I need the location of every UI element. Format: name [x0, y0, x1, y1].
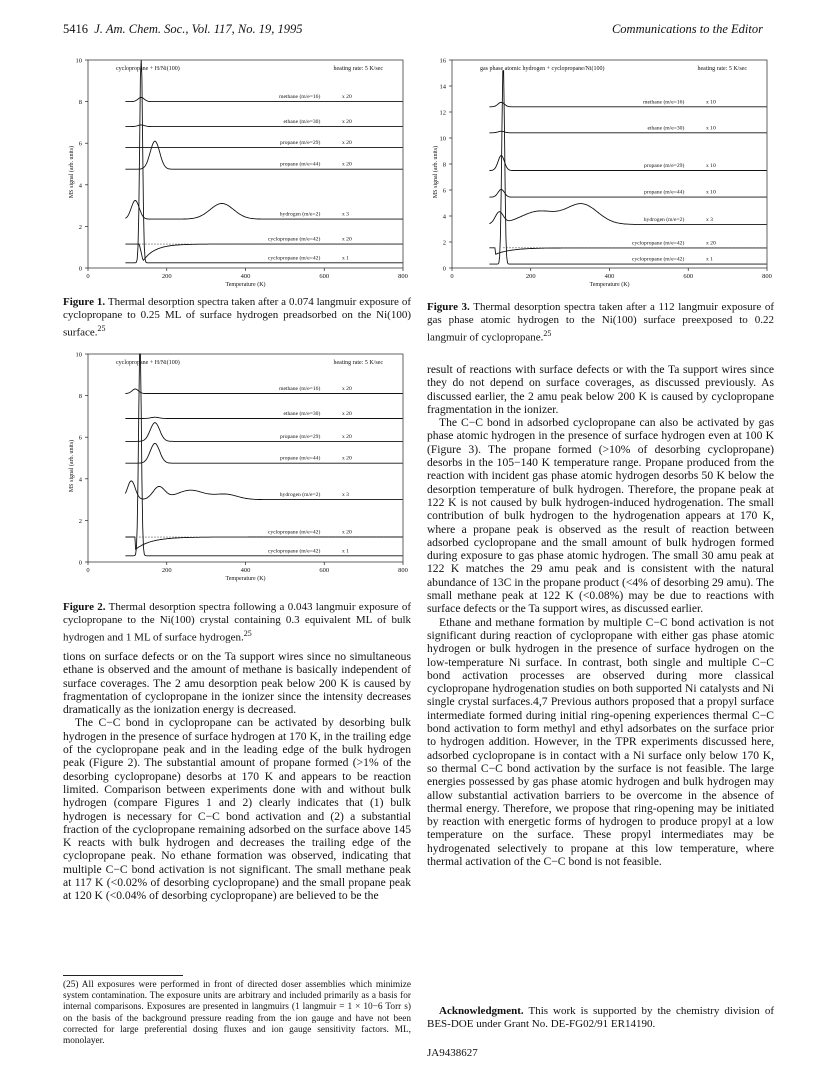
y-axis-label: MS signal (arb. units) [69, 439, 75, 493]
y-tick-label: 4 [442, 213, 446, 221]
trace-label: propane (m/e=29) [644, 163, 685, 169]
footnote-text: (25) All exposures were performed in front of directed doser assemblies which minimize system contamination. The exposure units are arbitrary and included primarily as a basis for internal comparisons. Exposures are presented in langmuirs (1 langmuir = 1 × 10−6 Torr s) on the basis of the background pressure reading from the ion gauge and have not been corrected for large preferential dosing fluxes and ion gauge sensitivity factors. ML, monolayer. [63, 980, 411, 1047]
journal-citation: J. Am. Chem. Soc., Vol. 117, No. 19, 1995 [94, 22, 303, 36]
trace-label: ethane (m/e=30) [283, 410, 321, 417]
trace-line [125, 481, 402, 500]
x-tick-label: 200 [161, 567, 172, 574]
x-tick-label: 0 [450, 273, 454, 280]
heating-rate-label: heating rate: 5 K/sec [697, 66, 747, 72]
figure-3-chart [427, 52, 774, 288]
x-axis-label: Temperature (K) [225, 282, 266, 288]
footnote-25 [63, 980, 411, 1047]
trace-scale: x 20 [341, 119, 352, 126]
y-tick-label: 2 [78, 517, 82, 525]
trace-label: propane (m/e=29) [280, 433, 321, 440]
x-tick-label: 600 [683, 273, 694, 280]
y-tick-label: 8 [78, 99, 82, 107]
trace-scale: x 20 [341, 386, 352, 393]
running-header-left [63, 22, 302, 37]
y-tick-label: 6 [78, 434, 82, 442]
figure-1-label: Figure 1. [63, 296, 106, 308]
acknowledgment-label: Acknowledgment. [439, 1005, 524, 1017]
right-column-text [427, 363, 774, 868]
tpd-chart-svg [63, 52, 411, 288]
page-number: 5416 [63, 22, 88, 36]
figure-3-caption [427, 301, 774, 345]
trace-scale: x 3 [705, 216, 713, 223]
trace-label: propane (m/e=44) [644, 189, 685, 196]
chart-title: cyclopropane + H/Ni(100) [116, 360, 180, 366]
x-tick-label: 400 [604, 273, 615, 280]
trace-line [125, 201, 402, 220]
y-tick-label: 8 [78, 393, 82, 401]
trace-scale: x 1 [705, 256, 713, 263]
trace-line [489, 156, 766, 171]
trace-label: methane (m/e=16) [279, 386, 321, 393]
trace-label: hydrogen (m/e=2) [279, 211, 321, 218]
y-tick-label: 14 [439, 83, 446, 91]
acknowledgment-text: This work is supported by the chemistry division of BES-DOE under Grant No. DE-FG02/91 ER14190. [427, 1005, 774, 1030]
x-tick-label: 600 [319, 567, 330, 574]
trace-line [125, 537, 402, 549]
y-tick-label: 6 [442, 187, 446, 195]
trace-label: methane (m/e=16) [279, 94, 321, 101]
x-tick-label: 0 [86, 273, 90, 280]
trace-line [489, 131, 766, 133]
trace-scale: x 20 [341, 139, 352, 146]
body-paragraph: Ethane and methane formation by multiple C−C bond activation is not significant during reaction of cyclopropane with either gas phase atomic hydrogen or bulk hydrogen in the presence of surface hydrogen on the low-temperature Ni surface. In contrast, both single and multiple C−C bond activation processes are observed during more classical cyclopropane hydrogenation studies on both supported Ni catalysts and Ni single crystal surfaces.4,7 Previous authors proposed that a propyl surface intermediate formed during initial ring-opening experiences thermal C−C bond activation to form methyl and ethyl adsorbates on the surface prior to hydrogen addition. However, in the TPR experiments discussed here, adsorbed cyclopropane is in contact with a Ni surface only below 170 K, so thermal C−C bond activation by the surface is not feasible. The large energies possessed by gas phase atomic hydrogen and bulk hydrogen may allow substantial activation barriers to be overcome in the absence of thermal energy. Therefore, we propose that ring-opening may be initiated by reaction with energetic forms of hydrogen to produce propyl at a low temperature on the surface. These propyl intermediates may be hydrogenated selectively to propane at this low temperature, where thermal activation of the C−C bond is not feasible. [427, 615, 774, 868]
plot-frame [88, 354, 403, 562]
trace-line [489, 204, 766, 225]
chart-title: cyclopropane + H/Ni(100) [116, 66, 180, 72]
figure-3-label: Figure 3. [427, 301, 470, 313]
acknowledgment [427, 1005, 774, 1031]
trace-line [125, 389, 402, 394]
figure-1-chart [63, 52, 411, 288]
y-tick-label: 8 [442, 161, 446, 169]
heating-rate-label: heating rate: 5 K/sec [333, 360, 383, 366]
trace-line [489, 189, 766, 197]
trace-line [125, 417, 402, 418]
body-paragraph: result of reactions with surface defects or with the Ta support wires since they do not depend on surface coverages, as discussed previously. As discussed earlier, the 2 amu peak below 200 K is caused by cyclopropane fragmentation in the ionizer. [427, 363, 774, 416]
plot-frame [452, 60, 767, 268]
x-tick-label: 400 [240, 273, 251, 280]
figure-2-chart [63, 346, 411, 582]
y-axis-label: MS signal (arb. units) [69, 145, 75, 199]
x-tick-label: 200 [525, 273, 536, 280]
y-tick-label: 2 [78, 223, 82, 231]
trace-line [125, 60, 402, 263]
figure-2-caption [63, 601, 411, 645]
figure-3-caption-ref: 25 [543, 329, 552, 338]
figure-2-caption-text: Thermal desorption spectra following a 0.043 langmuir exposure of cyclopropane to the Ni(100) crystal containing 0.3 equivalent ML of bulk hydrogen and 1 ML of surface hydrogen. [63, 601, 411, 644]
trace-label: propane (m/e=44) [280, 455, 321, 462]
trace-scale: x 20 [341, 161, 352, 168]
figure-1-caption [63, 296, 411, 340]
figure-2-label: Figure 2. [63, 601, 106, 613]
x-tick-label: 600 [319, 273, 330, 280]
y-tick-label: 10 [75, 57, 82, 65]
trace-line [125, 244, 402, 260]
body-paragraph: The C−C bond in adsorbed cyclopropane can also be activated by gas phase atomic hydrogen in the presence of surface hydrogen even at 100 K (Figure 3). The propane formed (>10% of desorbing cyclopropane) desorbs in the 105−140 K temperature range. Propane produced from the reaction with incident gas phase atomic hydrogen desorbs 50 K below the desorption temperature of bulk hydrogen. Therefore, the propane peak at 122 K is not caused by bulk hydrogen-induced hydrogenation. The small contribution of bulk hydrogen to the hydrogenation appears at 170 K, where a propane peak is observed as the result of reaction between adsorbed cyclopropane and the small amount of bulk hydrogen formed during exposure to gas phase atomic hydrogen. The small 30 amu peak at 122 K matches the 29 amu peak and is consistent with the natural abundance of 13C in the propane product (<4% of desorbing 29 amu). The small methane peak at 122 K (<0.08%) may be due to reactions with surface defects or the Ta support wires, as discussed earlier. [427, 416, 774, 616]
trace-scale: x 20 [341, 433, 352, 440]
trace-scale: x 20 [341, 455, 352, 462]
x-tick-label: 800 [762, 273, 772, 280]
y-tick-label: 4 [78, 476, 82, 484]
tpd-chart-svg [427, 52, 774, 288]
trace-scale: x 20 [341, 529, 352, 536]
trace-label: cyclopropane (m/e=42) [267, 529, 321, 536]
heating-rate-label: heating rate: 5 K/sec [333, 66, 383, 72]
trace-label: ethane (m/e=30) [283, 119, 321, 126]
trace-line [125, 354, 402, 556]
trace-label: methane (m/e=16) [643, 99, 685, 106]
trace-scale: x 10 [705, 189, 716, 196]
trace-scale: x 3 [341, 211, 349, 218]
trace-scale: x 1 [341, 255, 349, 262]
y-tick-label: 12 [439, 109, 446, 117]
chart-title: gas phase atomic hydrogen + cyclopropane/Ni(100) [480, 66, 605, 72]
y-tick-label: 10 [75, 351, 82, 359]
left-column-text [63, 650, 411, 903]
x-tick-label: 0 [86, 567, 90, 574]
x-tick-label: 400 [240, 567, 251, 574]
trace-line [125, 141, 402, 169]
y-tick-label: 10 [439, 135, 446, 143]
x-tick-label: 200 [161, 273, 172, 280]
trace-scale: x 3 [341, 492, 349, 499]
y-tick-label: 0 [78, 559, 82, 567]
manuscript-code: JA9438627 [427, 1047, 478, 1059]
trace-scale: x 1 [341, 548, 349, 555]
figure-1-caption-ref: 25 [97, 324, 106, 333]
trace-label: ethane (m/e=30) [647, 125, 685, 132]
trace-scale: x 10 [705, 163, 716, 169]
footnote-rule [63, 975, 183, 976]
figure-2-caption-ref: 25 [243, 629, 252, 638]
trace-scale: x 10 [705, 99, 716, 106]
trace-label: cyclopropane (m/e=42) [267, 255, 321, 262]
x-tick-label: 800 [398, 567, 408, 574]
trace-label: cyclopropane (m/e=42) [267, 236, 321, 243]
y-tick-label: 4 [78, 182, 82, 190]
trace-scale: x 20 [341, 94, 352, 101]
trace-label: cyclopropane (m/e=42) [631, 240, 685, 247]
trace-scale: x 10 [705, 125, 716, 132]
trace-line [125, 125, 402, 127]
x-axis-label: Temperature (K) [589, 282, 630, 288]
trace-label: hydrogen (m/e=2) [279, 492, 321, 499]
trace-label: cyclopropane (m/e=42) [631, 256, 685, 263]
trace-line [489, 248, 766, 254]
trace-scale: x 20 [705, 240, 716, 247]
trace-label: cyclopropane (m/e=42) [267, 548, 321, 555]
body-paragraph: The C−C bond in cyclopropane can be activated by desorbing bulk hydrogen in the presence of surface hydrogen at 170 K, in the trailing edge of the cyclopropane peak and in the leading edge of the bulk hydrogen peak (Figure 2). The substantial amount of propane formed (>1% of the desorbing cyclopropane) desorbs at 170 K and appears to be reaction limited. Comparison between experiments done with and without bulk hydrogen (compare Figures 1 and 2) clearly indicates that (1) bulk hydrogen is necessary for C−C bond activation and (2) a substantial fraction of the cyclopropane remaining adsorbed on the surface above 145 K reacts with bulk hydrogen and decreases the trailing edge of the cyclopropane peak. No ethane formation was observed, indicating that multiple C−C bond activation is not significant. The small methane peak at 117 K (<0.02% of desorbing cyclopropane) and the small propane peak at 120 K (<0.04% of desorbing cyclopropane) are believed to be the [63, 716, 411, 903]
trace-line [489, 71, 766, 264]
y-tick-label: 6 [78, 140, 82, 148]
y-tick-label: 0 [78, 265, 82, 273]
x-tick-label: 800 [398, 273, 408, 280]
y-tick-label: 2 [442, 239, 446, 247]
trace-line [125, 97, 402, 101]
running-header-right: Communications to the Editor [611, 22, 763, 36]
y-axis-label: MS signal (arb. units) [433, 145, 439, 199]
trace-line [125, 423, 402, 442]
y-tick-label: 16 [439, 57, 446, 65]
plot-frame [88, 60, 403, 268]
figure-1-caption-text: Thermal desorption spectra taken after a 0.074 langmuir exposure of cyclopropane to 0.25 ML of surface hydrogen preadsorbed on the Ni(100) surface. [63, 296, 412, 339]
trace-line [489, 102, 766, 107]
figure-3-caption-text: Thermal desorption spectra taken after a 112 langmuir exposure of gas phase atomic hydrogen to the Ni(100) surface preexposed to 0.22 langmuir of cyclopropane. [427, 301, 774, 344]
trace-scale: x 20 [341, 410, 352, 417]
x-axis-label: Temperature (K) [225, 576, 266, 582]
trace-label: propane (m/e=29) [280, 139, 321, 146]
body-paragraph: tions on surface defects or on the Ta support wires since no simultaneous ethane is observed and the amount of methane is basically independent of surface coverages. The 2 amu desorption peak below 200 K is caused by fragmentation of cyclopropane in the ionizer since the intensity decreases dramatically as the ionization energy is decreased. [63, 650, 411, 717]
tpd-chart-svg [63, 346, 411, 582]
trace-scale: x 20 [341, 236, 352, 243]
trace-line [125, 444, 402, 464]
trace-label: propane (m/e=44) [280, 161, 321, 168]
trace-label: hydrogen (m/e=2) [643, 216, 685, 223]
y-tick-label: 0 [442, 265, 446, 273]
